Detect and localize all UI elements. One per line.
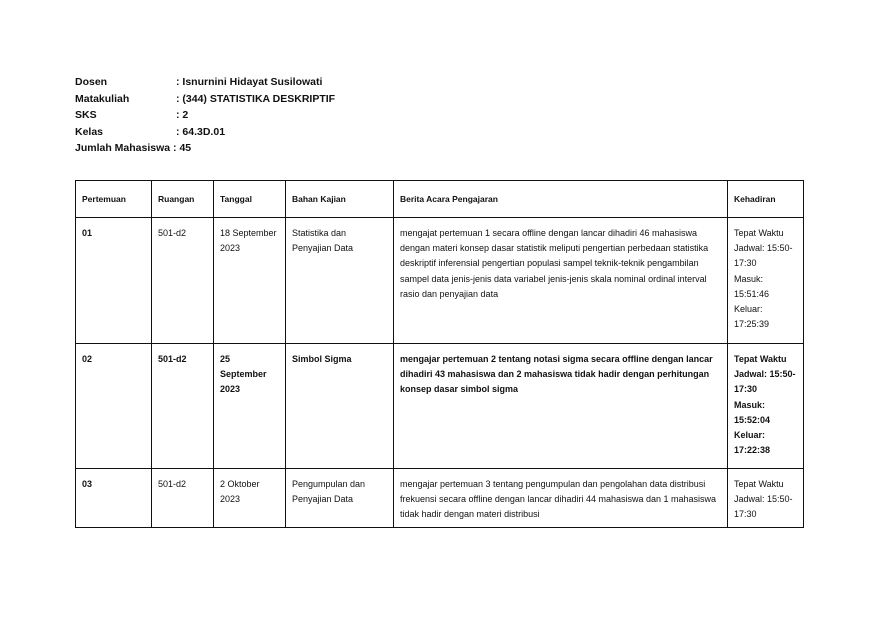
kelas-value: : 64.3D.01 xyxy=(176,125,226,138)
attendance-table xyxy=(75,180,804,528)
sks-row xyxy=(75,107,335,124)
lecturer-info xyxy=(75,74,335,157)
sks-value: : 2 xyxy=(176,109,189,122)
attendance-status: Tepat Waktu xyxy=(734,354,787,364)
jumlah-mahasiswa-value: : 45 xyxy=(173,142,192,155)
col-header-berita-acara: Berita Acara Pengajaran xyxy=(394,181,728,218)
cell-ruangan: 501-d2 xyxy=(152,469,214,528)
attendance-in: Masuk: 15:51:46 xyxy=(734,273,770,299)
cell-bahan-kajian: Pengumpulan dan Penyajian Data xyxy=(286,469,394,528)
table-row xyxy=(76,218,804,344)
cell-bahan-kajian: Simbol Sigma xyxy=(286,344,394,469)
kelas-row xyxy=(75,124,335,141)
cell-pertemuan: 01 xyxy=(76,218,152,344)
dosen-label: Dosen xyxy=(75,76,108,88)
cell-berita-acara: mengajat pertemuan 1 secara offline dengan lancar dihadiri 46 mahasiswa dengan materi konsep dasar statistik meliputi pengertian perbedaan statistika deskriptif inferensial pengertian populasi sampel teknik-teknik pengambilan sampel data jenis-jenis data variabel jenis-jenis skala nominal ordinal interval rasio dan penyajian data xyxy=(394,218,728,344)
col-header-ruangan: Ruangan xyxy=(152,181,214,218)
cell-pertemuan: 03 xyxy=(76,469,152,528)
table-row xyxy=(76,344,804,469)
col-header-pertemuan: Pertemuan xyxy=(76,181,152,218)
cell-bahan-kajian: Statistika dan Penyajian Data xyxy=(286,218,394,344)
attendance-out: Keluar: 17:25:39 xyxy=(734,304,770,330)
col-header-kehadiran: Kehadiran xyxy=(728,181,804,218)
attendance-schedule: Jadwal: 15:50-17:30 xyxy=(734,243,793,269)
jumlah-mahasiswa-row xyxy=(75,140,335,157)
attendance-schedule: Jadwal: 15:50-17:30 xyxy=(734,369,796,395)
cell-tanggal: 18 September 2023 xyxy=(214,218,286,344)
cell-tanggal: 25 September 2023 xyxy=(214,344,286,469)
attendance-status: Tepat Waktu xyxy=(734,479,784,489)
col-header-bahan-kajian: Bahan Kajian xyxy=(286,181,394,218)
cell-kehadiran xyxy=(728,218,804,344)
attendance-status: Tepat Waktu xyxy=(734,228,784,238)
cell-kehadiran xyxy=(728,469,804,528)
dosen-row xyxy=(75,74,335,91)
table-row xyxy=(76,469,804,528)
attendance-out: Keluar: 17:22:38 xyxy=(734,430,771,456)
col-header-tanggal: Tanggal xyxy=(214,181,286,218)
matakuliah-value: : (344) STATISTIKA DESKRIPTIF xyxy=(176,92,336,105)
cell-ruangan: 501-d2 xyxy=(152,344,214,469)
kelas-label: Kelas xyxy=(75,125,104,138)
jumlah-mahasiswa-label: Jumlah Mahasiswa xyxy=(75,142,171,155)
matakuliah-label: Matakuliah xyxy=(75,92,130,105)
cell-berita-acara: mengajar pertemuan 2 tentang notasi sigma secara offline dengan lancar dihadiri 43 mahasiswa dan 2 mahasiswa tidak hadir dengan perhitungan konsep dasar simbol sigma xyxy=(394,344,728,469)
cell-tanggal: 2 Oktober 2023 xyxy=(214,469,286,528)
sks-label: SKS xyxy=(75,109,97,122)
cell-pertemuan: 02 xyxy=(76,344,152,469)
attendance-schedule: Jadwal: 15:50-17:30 xyxy=(734,494,793,520)
attendance-in: Masuk: 15:52:04 xyxy=(734,399,771,425)
cell-ruangan: 501-d2 xyxy=(152,218,214,344)
matakuliah-row xyxy=(75,91,335,108)
cell-berita-acara: mengajar pertemuan 3 tentang pengumpulan dan pengolahan data distribusi frekuensi secara offline dengan lancar dihadiri 44 mahasiswa dan 1 mahasiswa tidak hadir dengan materi distribusi xyxy=(394,469,728,528)
cell-kehadiran xyxy=(728,344,804,469)
table-header-row xyxy=(76,181,804,218)
dosen-value: : Isnurnini Hidayat Susilowati xyxy=(176,76,323,88)
